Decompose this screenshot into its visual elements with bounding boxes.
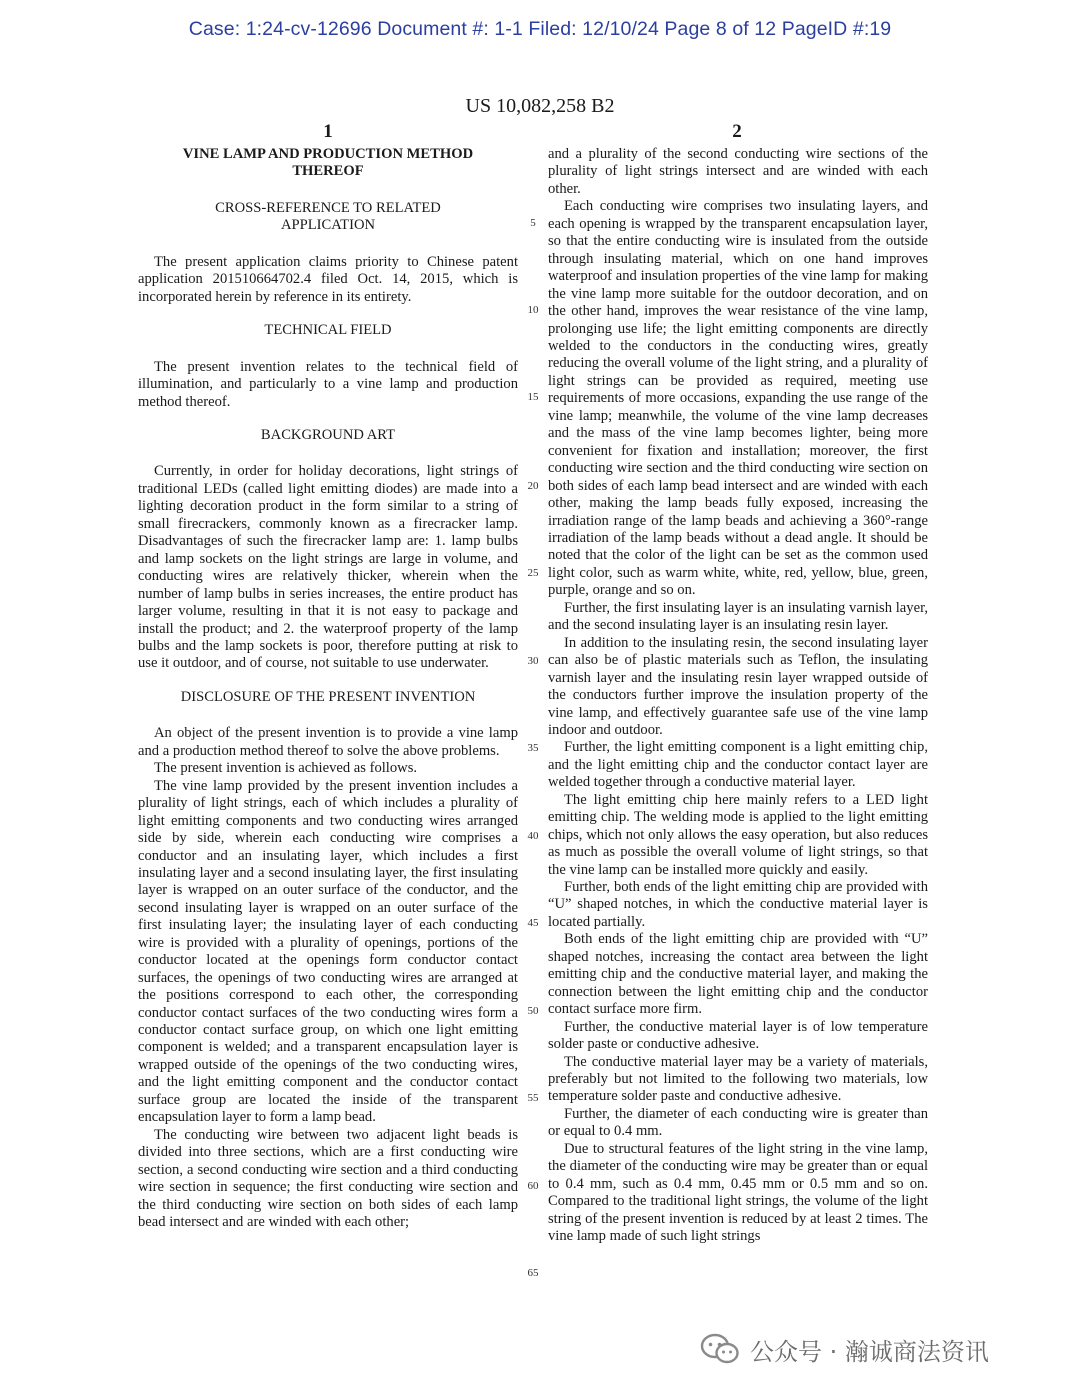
right-paragraph-10: Further, the diameter of each conducting wire is greater than or equal to 0.4 mm. [548, 1105, 928, 1140]
line-number-40: 40 [527, 830, 539, 842]
watermark-text: 公众号 · 瀚诚商法资讯 [750, 1337, 989, 1366]
patent-number: US 10,082,258 B2 [465, 95, 615, 117]
line-number-35: 35 [527, 742, 539, 754]
right-paragraph-5: The light emitting chip here mainly refers to a LED light emitting chip. The welding mode is applied to the light emitting chips, which not only allows the easy operation, but also reduces as much as possible the overall volume of light strings, so that the vine lamp can be installed more quickly and easily. [548, 791, 928, 878]
right-paragraph-1: Each conducting wire comprises two insulating layers, and each opening is wrapped by the transparent encapsulation layer, so that the entire conducting wire is insulated from the outside through insulating material, which on one hand improves waterproof and insulation properties of the vine lamp for making the vine lamp more suitable for the outdoor decoration, and on the other hand, improves the wear resistance of the vine lamp, prolonging use life; the light emitting components are directly welded to the conductors in the conducting wires, greatly reducing the overall volume of the light string, and a plurality of light strings can be provided as required, meeting use requirements of more occasions, expanding the use range of the vine lamp; meanwhile, the volume of the vine lamp decreases and the mass of the vine lamp becomes lighter, being more convenient for fixation and installation; moreover, the first conducting wire section and the third conducting wire section on both sides of each lamp bead intersect and are winded with each other, making the lamp beads fully exposed, increasing the irradiation range of the lamp beads and achieving a 360°-range irradiation of the lamp beads without a dead angle. It should be noted that the color of the light can be set as the common used light color, such as warm white, white, red, yellow, blue, green, purple, orange and so on. [548, 198, 928, 599]
disclosure-paragraph-2: The present invention is achieved as follows. [154, 760, 418, 777]
technical-field-heading: TECHNICAL FIELD [264, 322, 392, 339]
invention-title-line-2: THEREOF [292, 163, 364, 180]
right-paragraph-9: The conductive material layer may be a variety of materials, preferably but not limited to the following two materials, low temperature solder paste and conductive adhesive. [548, 1053, 928, 1105]
background-heading: BACKGROUND ART [260, 426, 396, 443]
line-number-50: 50 [527, 1005, 539, 1017]
right-paragraph-0: and a plurality of the second conducting wire sections of the plurality of light strings intersect and are winded with each other. [548, 146, 928, 197]
left-column [138, 146, 518, 1231]
background-paragraph: Currently, in order for holiday decorations, light strings of traditional LEDs (called light emitting diodes) are made into a lighting decoration product in the form similar to a string of small firecrackers, commonly known as a firecracker lamp. Disadvantages of such the firecracker lamp are: 1. lamp bulbs and lamp sockets on the light strings are large in volume, and conducting wires are relatively thicker, wherein when the number of lamp bulbs in series increases, the entire product has larger volume, resulting in that it is not easy to package and install the product; and 2. the waterproof property of the lamp bulbs and the lamp sockets is poor, therefore putting at risk to use it outdoor, and of course, not suitable to use underwater. [138, 463, 518, 672]
invention-title-line-1: VINE LAMP AND PRODUCTION METHOD [182, 146, 474, 162]
line-number-10: 10 [527, 304, 539, 316]
line-number-65: 65 [527, 1267, 539, 1279]
line-number-30: 30 [527, 655, 539, 667]
line-number-60: 60 [527, 1180, 539, 1192]
cross-reference-heading-line-2: APPLICATION [280, 217, 376, 234]
right-paragraph-11: Due to structural features of the light string in the vine lamp, the diameter of the conducting wire may be greater than or equal to 0.4 mm, such as 0.4 mm, 0.45 mm or 0.5 mm and so on. Compared to the traditional light strings, the volume of the light string of the present invention is reduced by at least 2 times. The vine lamp made of such light strings [548, 1140, 928, 1245]
wechat-watermark [700, 1332, 989, 1366]
line-number-25: 25 [527, 567, 539, 579]
right-paragraph-6: Further, both ends of the light emitting chip are provided with “U” shaped notches, in which the conductive material layer is located partially. [548, 879, 928, 930]
line-number-20: 20 [527, 480, 539, 492]
court-filing-header: Case: 1:24-cv-12696 Document #: 1-1 Filed: 12/10/24 Page 8 of 12 PageID #:19 [188, 18, 892, 40]
right-paragraph-4: Further, the light emitting component is a light emitting chip, and the light emitting chip and the conductor contact layer are welded together through a conductive material layer. [548, 739, 928, 791]
disclosure-heading: DISCLOSURE OF THE PRESENT INVENTION [180, 688, 476, 705]
wechat-icon [700, 1332, 740, 1366]
disclosure-paragraph-1: An object of the present invention is to provide a vine lamp and a production method thereof to solve the above problems. [138, 725, 518, 759]
line-number-55: 55 [527, 1092, 539, 1104]
right-paragraph-2: Further, the first insulating layer is an insulating varnish layer, and the second insulating layer is an insulating resin layer. [548, 599, 928, 634]
column-number-1: 1 [323, 121, 333, 142]
invention-title [138, 146, 518, 181]
disclosure-paragraph-3: The vine lamp provided by the present invention includes a plurality of light strings, each of which includes a plurality of light emitting components and two conducting wires arranged side by side, wherein each conducting wire comprises a conductor and an insulating layer, which includes a first insulating layer and a second insulating layer, the first insulating layer is wrapped on an outer surface of the conductor, and the second insulating layer is wrapped on an outer surface of the first insulating layer; the insulating layer of each conducting wire is provided with a plurality of openings, portions of the conductor located at the openings form conductor contact surfaces, the openings of two conducting wires are arranged at the positions correspond to each other, the corresponding conductor contact surfaces of the two conducting wires form a conductor contact surface group, on which one light emitting component is welded; and a transparent encapsulation layer is wrapped outside of the openings of the two conducting wires, and the light emitting component and the conductor contact surface group are located the inside of the transparent encapsulation layer to form a lamp bead. [138, 777, 518, 1126]
right-column [548, 146, 928, 1246]
line-number-5: 5 [530, 217, 536, 229]
right-paragraph-8: Further, the conductive material layer is of low temperature solder paste or conductive adhesive. [548, 1018, 928, 1053]
technical-field-paragraph: The present invention relates to the technical field of illumination, and particularly to a vine lamp and production method thereof. [138, 358, 518, 410]
disclosure-paragraph-4: The conducting wire between two adjacent light beads is divided into three sections, which are a first conducting wire section, a second conducting wire section and a third conducting wire section in sequence; the first conducting wire section and the third conducting wire section on both sides of each lamp bead intersect and are winded with each other; [138, 1126, 518, 1231]
line-number-15: 15 [527, 391, 539, 403]
column-number-2: 2 [732, 121, 742, 142]
cross-reference-heading-line-1: CROSS-REFERENCE TO RELATED [215, 199, 441, 216]
cross-reference-paragraph: The present application claims priority to Chinese patent application 201510664702.4 filed Oct. 14, 2015, which is incorporated herein by reference in its entirety. [138, 253, 518, 305]
right-paragraph-3: In addition to the insulating resin, the second insulating layer can also be of plastic materials such as Teflon, the insulating varnish layer and the insulating resin layer wrapped outside of the conductors further improve the insulation property of the vine lamp, and effectively guarantee safe use of the vine lamp indoor and outdoor. [548, 634, 928, 738]
line-number-45: 45 [527, 917, 539, 929]
cross-reference-heading [138, 200, 518, 235]
right-paragraph-7: Both ends of the light emitting chip are provided with “U” shaped notches, increasing the contact area between the light emitting chip and the conductive material layer, and making the connection between the light emitting chip and the conductor contact surface more firm. [548, 931, 928, 1018]
